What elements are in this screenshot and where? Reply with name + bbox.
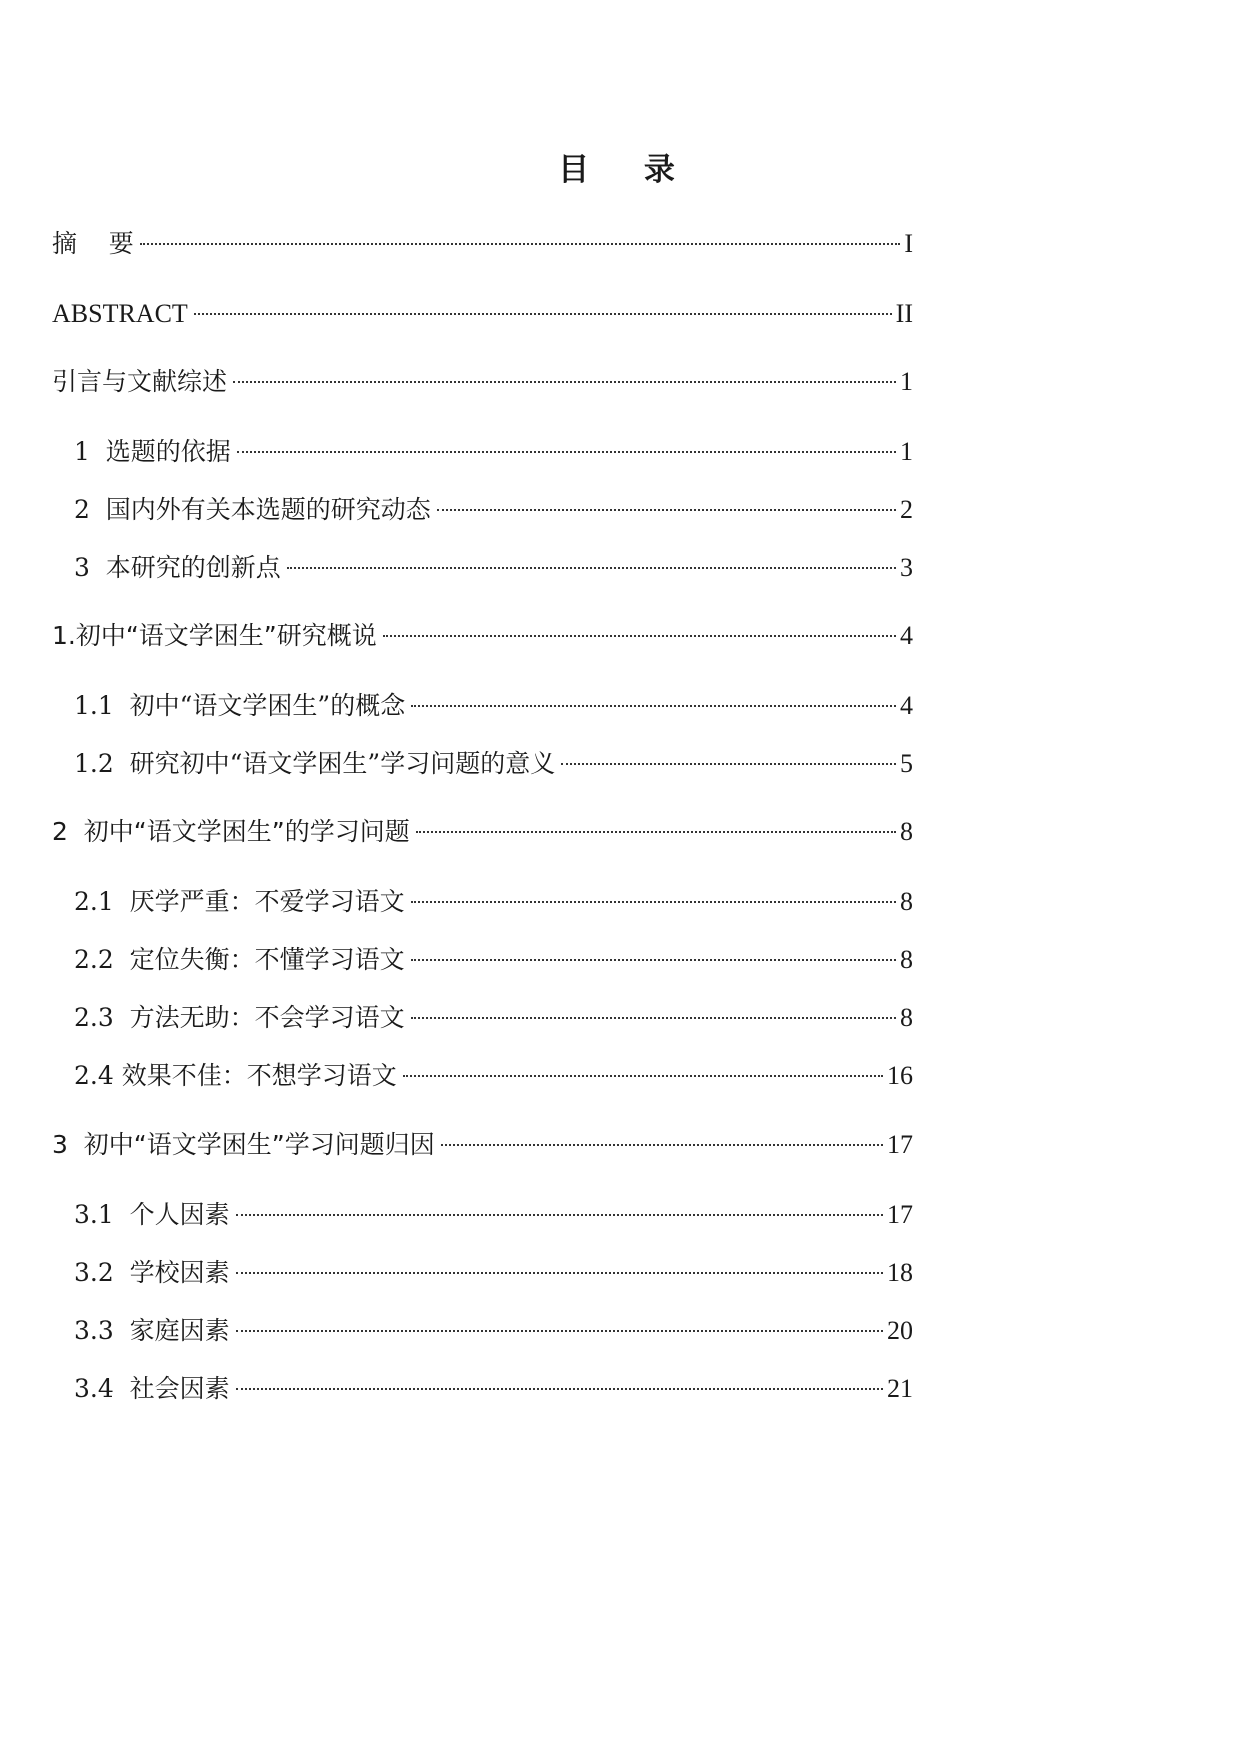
toc-entry-introduction[interactable]	[52, 364, 913, 400]
toc-dot-leader	[383, 635, 896, 637]
toc-dot-leader	[411, 901, 896, 903]
toc-entry-label: 2.2 定位失衡：不懂学习语文	[74, 945, 405, 974]
toc-dot-leader	[236, 1330, 883, 1332]
toc-entry-chapter-3[interactable]	[52, 1127, 913, 1163]
toc-entry-section-3-3[interactable]	[74, 1313, 913, 1349]
toc-dot-leader	[236, 1388, 883, 1390]
toc-entry-page: 18	[887, 1258, 913, 1287]
toc-entry-label: 3.1 个人因素	[74, 1200, 230, 1229]
toc-entry-page: I	[904, 229, 913, 258]
toc-entry-section-1-2[interactable]	[74, 746, 913, 782]
toc-dot-leader	[233, 381, 896, 383]
toc-dot-leader	[237, 451, 896, 453]
toc-dot-leader	[441, 1144, 883, 1146]
toc-entry-page: 8	[900, 1003, 913, 1032]
toc-entry-page: 17	[887, 1200, 913, 1229]
toc-entry-label: 3 初中“语文学困生”学习问题归因	[52, 1130, 435, 1159]
toc-entry-label: 2 初中“语文学困生”的学习问题	[52, 817, 410, 846]
toc-dot-leader	[287, 567, 896, 569]
toc-entry-chapter-1[interactable]	[52, 618, 913, 654]
toc-dot-leader	[194, 313, 892, 315]
toc-entry-label: ABSTRACT	[52, 299, 188, 328]
toc-entry-page: 3	[900, 553, 913, 582]
toc-entry-label: 1.初中“语文学困生”研究概说	[52, 621, 377, 650]
toc-entry-abstract-en[interactable]	[52, 296, 913, 332]
toc-entry-label: 引言与文献综述	[52, 367, 228, 396]
toc-entry-label: 1.2 研究初中“语文学困生”学习问题的意义	[74, 749, 556, 778]
toc-dot-leader	[236, 1272, 883, 1274]
toc-entry-intro-2[interactable]	[74, 492, 913, 528]
toc-entry-label: 3 本研究的创新点	[74, 553, 281, 582]
toc-dot-leader	[403, 1075, 883, 1077]
toc-entry-page: 1	[900, 437, 913, 466]
toc-entry-page: 20	[887, 1316, 913, 1345]
toc-entry-section-2-2[interactable]	[74, 942, 913, 978]
toc-dot-leader	[416, 831, 896, 833]
toc-dot-leader	[411, 705, 896, 707]
toc-entry-section-3-1[interactable]	[74, 1197, 913, 1233]
toc-entry-label: 3.2 学校因素	[74, 1258, 230, 1287]
toc-entry-page: 8	[900, 945, 913, 974]
toc-entry-page: 4	[900, 621, 913, 650]
toc-entry-section-3-2[interactable]	[74, 1255, 913, 1291]
toc-entry-intro-1[interactable]	[74, 434, 913, 470]
toc-entry-label: 2.4 效果不佳：不想学习语文	[74, 1061, 397, 1090]
toc-dot-leader	[561, 763, 896, 765]
toc-entry-section-2-1[interactable]	[74, 884, 913, 920]
toc-entry-section-3-4[interactable]	[74, 1371, 913, 1407]
toc-dot-leader	[411, 959, 896, 961]
toc-entry-page: 2	[900, 495, 913, 524]
toc-entry-section-1-1[interactable]	[74, 688, 913, 724]
toc-entry-label: 2 国内外有关本选题的研究动态	[74, 495, 431, 524]
toc-entry-intro-3[interactable]	[74, 550, 913, 586]
toc-entry-label: 2.3 方法无助：不会学习语文	[74, 1003, 405, 1032]
toc-dot-leader	[236, 1214, 883, 1216]
toc-entry-page: 1	[900, 367, 913, 396]
toc-entry-page: 21	[887, 1374, 913, 1403]
toc-title: 目 录	[558, 152, 697, 188]
toc-dot-leader	[411, 1017, 896, 1019]
toc-entry-label: 2.1 厌学严重：不爱学习语文	[74, 887, 405, 916]
toc-entry-section-2-4[interactable]	[74, 1058, 913, 1094]
toc-entry-page: 5	[900, 749, 913, 778]
toc-entry-label: 3.3 家庭因素	[74, 1316, 230, 1345]
toc-dot-leader	[140, 243, 901, 245]
toc-entry-page: II	[895, 299, 913, 328]
toc-entry-chapter-2[interactable]	[52, 814, 913, 850]
toc-entry-label: 1.1 初中“语文学困生”的概念	[74, 691, 406, 720]
toc-entry-page: 16	[887, 1061, 913, 1090]
toc-entry-section-2-3[interactable]	[74, 1000, 913, 1036]
toc-entry-page: 4	[900, 691, 913, 720]
toc-entry-page: 17	[887, 1130, 913, 1159]
toc-entry-page: 8	[900, 817, 913, 846]
toc-entry-page: 8	[900, 887, 913, 916]
toc-entry-label: 摘 要	[52, 229, 134, 258]
toc-dot-leader	[437, 509, 896, 511]
toc-entry-abstract-cn[interactable]	[52, 226, 913, 262]
toc-entry-label: 1 选题的依据	[74, 437, 231, 466]
toc-entry-label: 3.4 社会因素	[74, 1374, 230, 1403]
